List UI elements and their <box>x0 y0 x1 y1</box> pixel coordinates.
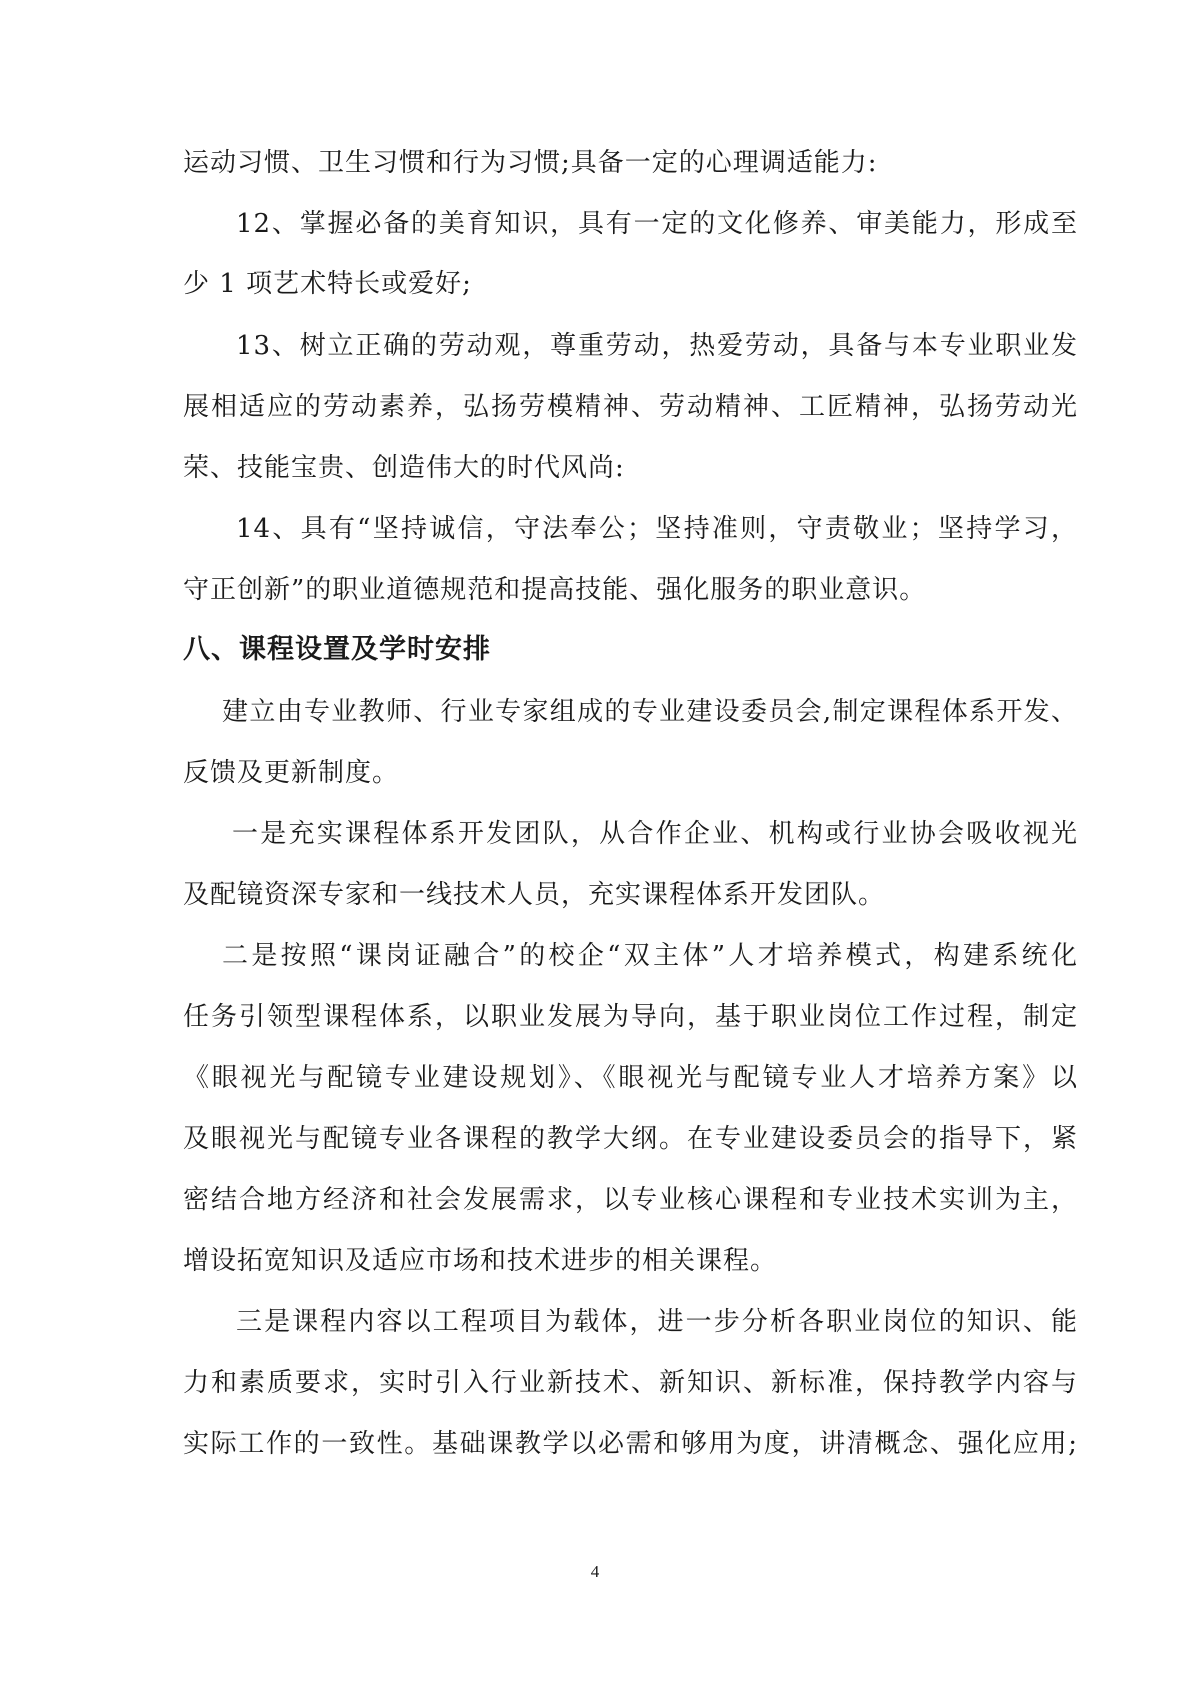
text-line: 及眼视光与配镜专业各课程的教学大纲。在专业建设委员会的指导下，紧 <box>183 1124 1078 1154</box>
section-heading: 八、课程设置及学时安排 <box>183 634 491 665</box>
text-line: 反馈及更新制度。 <box>183 758 400 788</box>
text-line: 运动习惯、卫生习惯和行为习惯;具备一定的心理调适能力: <box>183 148 878 178</box>
text-line: 14、具有“坚持诚信，守法奉公；坚持准则，守责敬业；坚持学习， <box>236 514 1078 544</box>
text-line: 13、树立正确的劳动观，尊重劳动，热爱劳动，具备与本专业职业发 <box>236 331 1078 361</box>
text-line: 荣、技能宝贵、创造伟大的时代风尚: <box>183 453 625 483</box>
text-line: 及配镜资深专家和一线技术人员，充实课程体系开发团队。 <box>183 880 886 910</box>
text-line: 二是按照“课岗证融合”的校企“双主体”人才培养模式，构建系统化 <box>222 941 1078 971</box>
text-line: 少 1 项艺术特长或爱好; <box>183 269 472 299</box>
text-line: 任务引领型课程体系，以职业发展为导向，基于职业岗位工作过程，制定 <box>183 1002 1078 1032</box>
text-line: 《眼视光与配镜专业建设规划》、《眼视光与配镜专业人才培养方案》以 <box>183 1063 1078 1093</box>
page-number: 4 <box>590 1562 600 1581</box>
text-line: 建立由专业教师、行业专家组成的专业建设委员会,制定课程体系开发、 <box>222 697 1078 727</box>
text-line: 展相适应的劳动素养，弘扬劳模精神、劳动精神、工匠精神，弘扬劳动光 <box>183 392 1078 422</box>
text-line: 密结合地方经济和社会发展需求，以专业核心课程和专业技术实训为主， <box>183 1185 1078 1215</box>
text-line: 一是充实课程体系开发团队，从合作企业、机构或行业协会吸收视光 <box>232 819 1078 849</box>
text-line: 增设拓宽知识及适应市场和技术进步的相关课程。 <box>183 1246 778 1276</box>
text-line: 守正创新”的职业道德规范和提高技能、强化服务的职业意识。 <box>183 575 927 605</box>
text-line: 实际工作的一致性。基础课教学以必需和够用为度，讲清概念、强化应用; <box>183 1429 1078 1459</box>
text-line: 12、掌握必备的美育知识，具有一定的文化修养、审美能力，形成至 <box>236 209 1078 239</box>
text-line: 三是课程内容以工程项目为载体，进一步分析各职业岗位的知识、能 <box>236 1307 1078 1337</box>
text-line: 力和素质要求，实时引入行业新技术、新知识、新标准，保持教学内容与 <box>183 1368 1078 1398</box>
